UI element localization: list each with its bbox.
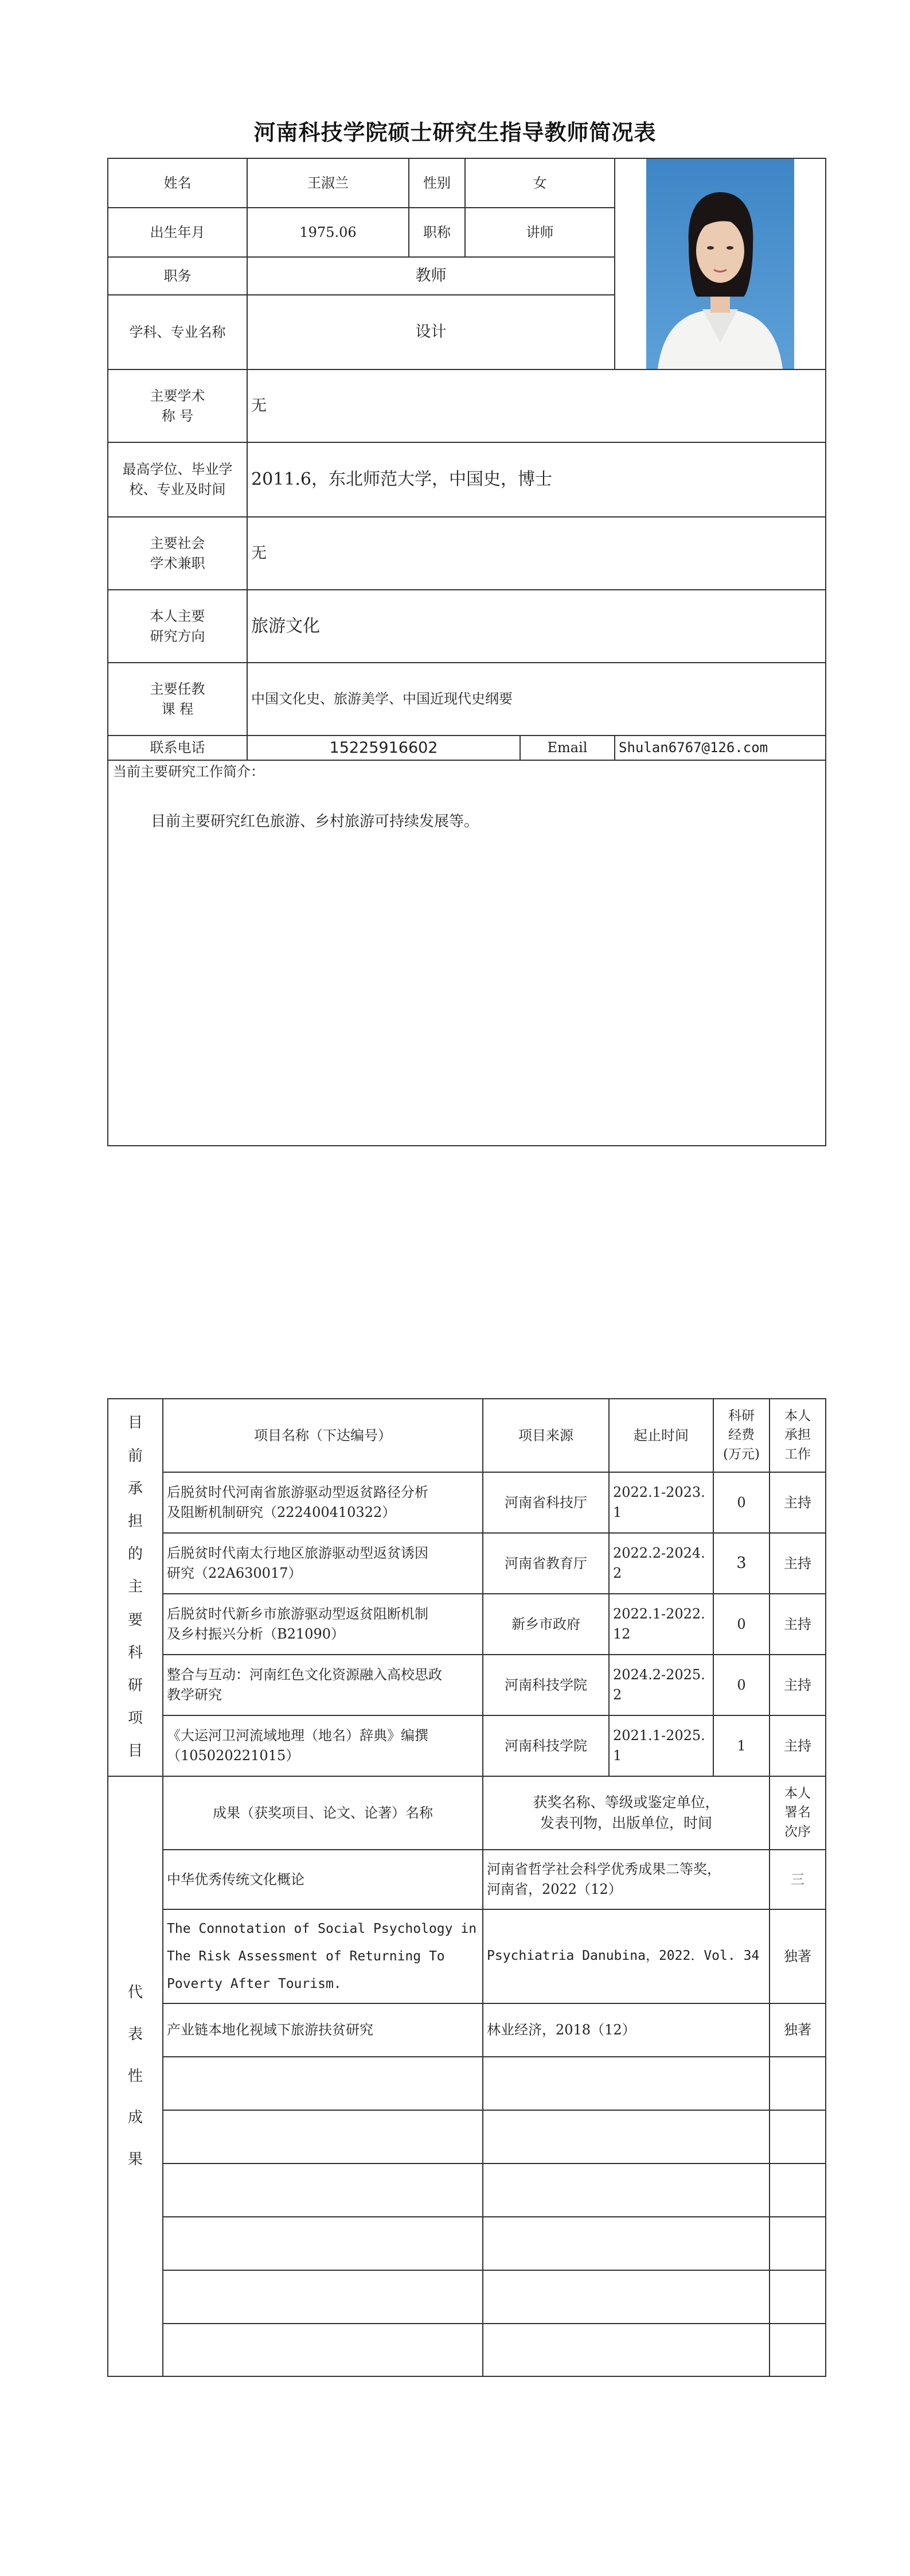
project-period: 2021.1-2025. 1 (609, 1715, 713, 1776)
phone-label: 联系电话 (108, 736, 247, 760)
gender-label: 性别 (409, 158, 465, 208)
discipline-value: 设计 (247, 295, 615, 369)
project-funds: 0 (713, 1655, 770, 1715)
project-name: 后脱贫时代新乡市旅游驱动型返贫阻断机制 及乡村振兴分析（B21090） (163, 1594, 483, 1655)
project-row (108, 1715, 826, 1776)
achievement-empty-row (108, 2270, 826, 2324)
birth-value: 1975.06 (247, 208, 409, 257)
project-role-header: 本人 承担 工作 (770, 1399, 826, 1472)
photo-cell (615, 158, 826, 369)
achievement-name: 产业链本地化视域下旅游扶贫研究 (163, 2003, 483, 2057)
phone-value: 15225916602 (247, 736, 520, 760)
name-value: 王淑兰 (247, 158, 409, 208)
achievement-row (108, 2003, 826, 2057)
achievement-empty-row (108, 2163, 826, 2217)
project-name: 整合与互动：河南红色文化资源融入高校思政 教学研究 (163, 1655, 483, 1715)
project-role: 主持 (770, 1472, 826, 1533)
page-title: 河南科技学院硕士研究生指导教师简况表 (253, 120, 657, 145)
discipline-label: 学科、专业名称 (108, 295, 247, 369)
achievement-info: Psychiatria Danubina，2022．Vol. 34 (483, 1909, 770, 2003)
project-period: 2022.1-2022. 12 (609, 1594, 713, 1655)
project-period: 2022.2-2024. 2 (609, 1533, 713, 1594)
project-source: 河南科技学院 (483, 1655, 609, 1715)
project-source: 河南科技学院 (483, 1715, 609, 1776)
summary-text: 目前主要研究红色旅游、乡村旅游可持续发展等。 (151, 813, 479, 830)
achievement-empty-row (108, 2324, 826, 2376)
project-row (108, 1533, 826, 1594)
project-name: 后脱贫时代南太行地区旅游驱动型返贫诱因 研究（22A630017） (163, 1533, 483, 1594)
social-post-value: 无 (247, 517, 826, 590)
project-role: 主持 (770, 1655, 826, 1715)
project-role: 主持 (770, 1715, 826, 1776)
position-label: 职务 (108, 257, 247, 295)
rank-label: 职称 (409, 208, 465, 257)
achievement-row (108, 1850, 826, 1909)
courses-label: 主要任教 课 程 (108, 663, 247, 736)
achievement-order: 独著 (770, 1909, 826, 2003)
birth-label: 出生年月 (108, 208, 247, 257)
project-source-header: 项目来源 (483, 1399, 609, 1472)
project-period: 2022.1-2023. 1 (609, 1472, 713, 1533)
achievement-info: 河南省哲学社会科学优秀成果二等奖， 河南省，2022（12） (483, 1850, 770, 1909)
gender-value: 女 (465, 158, 615, 208)
project-period: 2024.2-2025. 2 (609, 1655, 713, 1715)
achievement-order: 独著 (770, 2003, 826, 2057)
degree-label: 最高学位、毕业学 校、专业及时间 (108, 442, 247, 517)
research-direction-value: 旅游文化 (247, 590, 826, 663)
project-role: 主持 (770, 1533, 826, 1594)
achievement-name: 中华优秀传统文化概论 (163, 1850, 483, 1909)
project-row (108, 1655, 826, 1715)
project-period-header: 起止时间 (609, 1399, 713, 1472)
email-label: Email (520, 736, 615, 760)
courses-value: 中国文化史、旅游美学、中国近现代史纲要 (247, 663, 826, 736)
achievement-empty-row (108, 2217, 826, 2270)
achievement-name: The Connotation of Social Psychology in The Risk Assessment of Returning To Poverty After Tourism. (163, 1909, 483, 2003)
profile-table (107, 158, 826, 1146)
project-role: 主持 (770, 1594, 826, 1655)
summary-cell (108, 760, 826, 1146)
summary-label: 当前主要研究工作简介： (113, 764, 264, 780)
title-honor-label: 主要学术 称 号 (108, 369, 247, 442)
achievement-empty-row (108, 2057, 826, 2110)
rank-value: 讲师 (465, 208, 615, 257)
achievement-row (108, 1909, 826, 2003)
project-funds: 0 (713, 1472, 770, 1533)
achievement-info-header: 获奖名称、等级或鉴定单位， 发表刊物，出版单位，时间 (483, 1776, 770, 1850)
project-source: 河南省科技厅 (483, 1472, 609, 1533)
social-post-label: 主要社会 学术兼职 (108, 517, 247, 590)
project-source: 新乡市政府 (483, 1594, 609, 1655)
achievement-order: 三 (770, 1850, 826, 1909)
project-row (108, 1594, 826, 1655)
title-honor-value: 无 (247, 369, 826, 442)
project-funds: 3 (713, 1533, 770, 1594)
project-funds: 0 (713, 1594, 770, 1655)
achievement-name-header: 成果（获奖项目、论文、论著）名称 (163, 1776, 483, 1850)
project-source: 河南省教育厅 (483, 1533, 609, 1594)
research-table (107, 1398, 826, 2377)
project-row (108, 1472, 826, 1533)
research-direction-label: 本人主要 研究方向 (108, 590, 247, 663)
name-label: 姓名 (108, 158, 247, 208)
achievements-section-label: 代 表 性 成 果 (108, 1776, 163, 2376)
project-name-header: 项目名称（下达编号） (163, 1399, 483, 1472)
achievement-order-header: 本人 署名 次序 (770, 1776, 826, 1850)
achievement-empty-row (108, 2110, 826, 2163)
email-value: Shulan6767@126.com (615, 736, 826, 760)
portrait-photo (646, 159, 794, 369)
project-funds-header: 科研 经费 (万元) (713, 1399, 770, 1472)
project-name: 《大运河卫河流域地理（地名）辞典》编撰 （105020221015） (163, 1715, 483, 1776)
projects-section-label: 目 前 承 担 的 主 要 科 研 项 目 (108, 1399, 163, 1776)
achievement-info: 林业经济，2018（12） (483, 2003, 770, 2057)
position-value: 教师 (247, 257, 615, 295)
project-funds: 1 (713, 1715, 770, 1776)
project-name: 后脱贫时代河南省旅游驱动型返贫路径分析 及阻断机制研究（222400410322） (163, 1472, 483, 1533)
degree-value: 2011.6，东北师范大学，中国史，博士 (247, 442, 826, 517)
